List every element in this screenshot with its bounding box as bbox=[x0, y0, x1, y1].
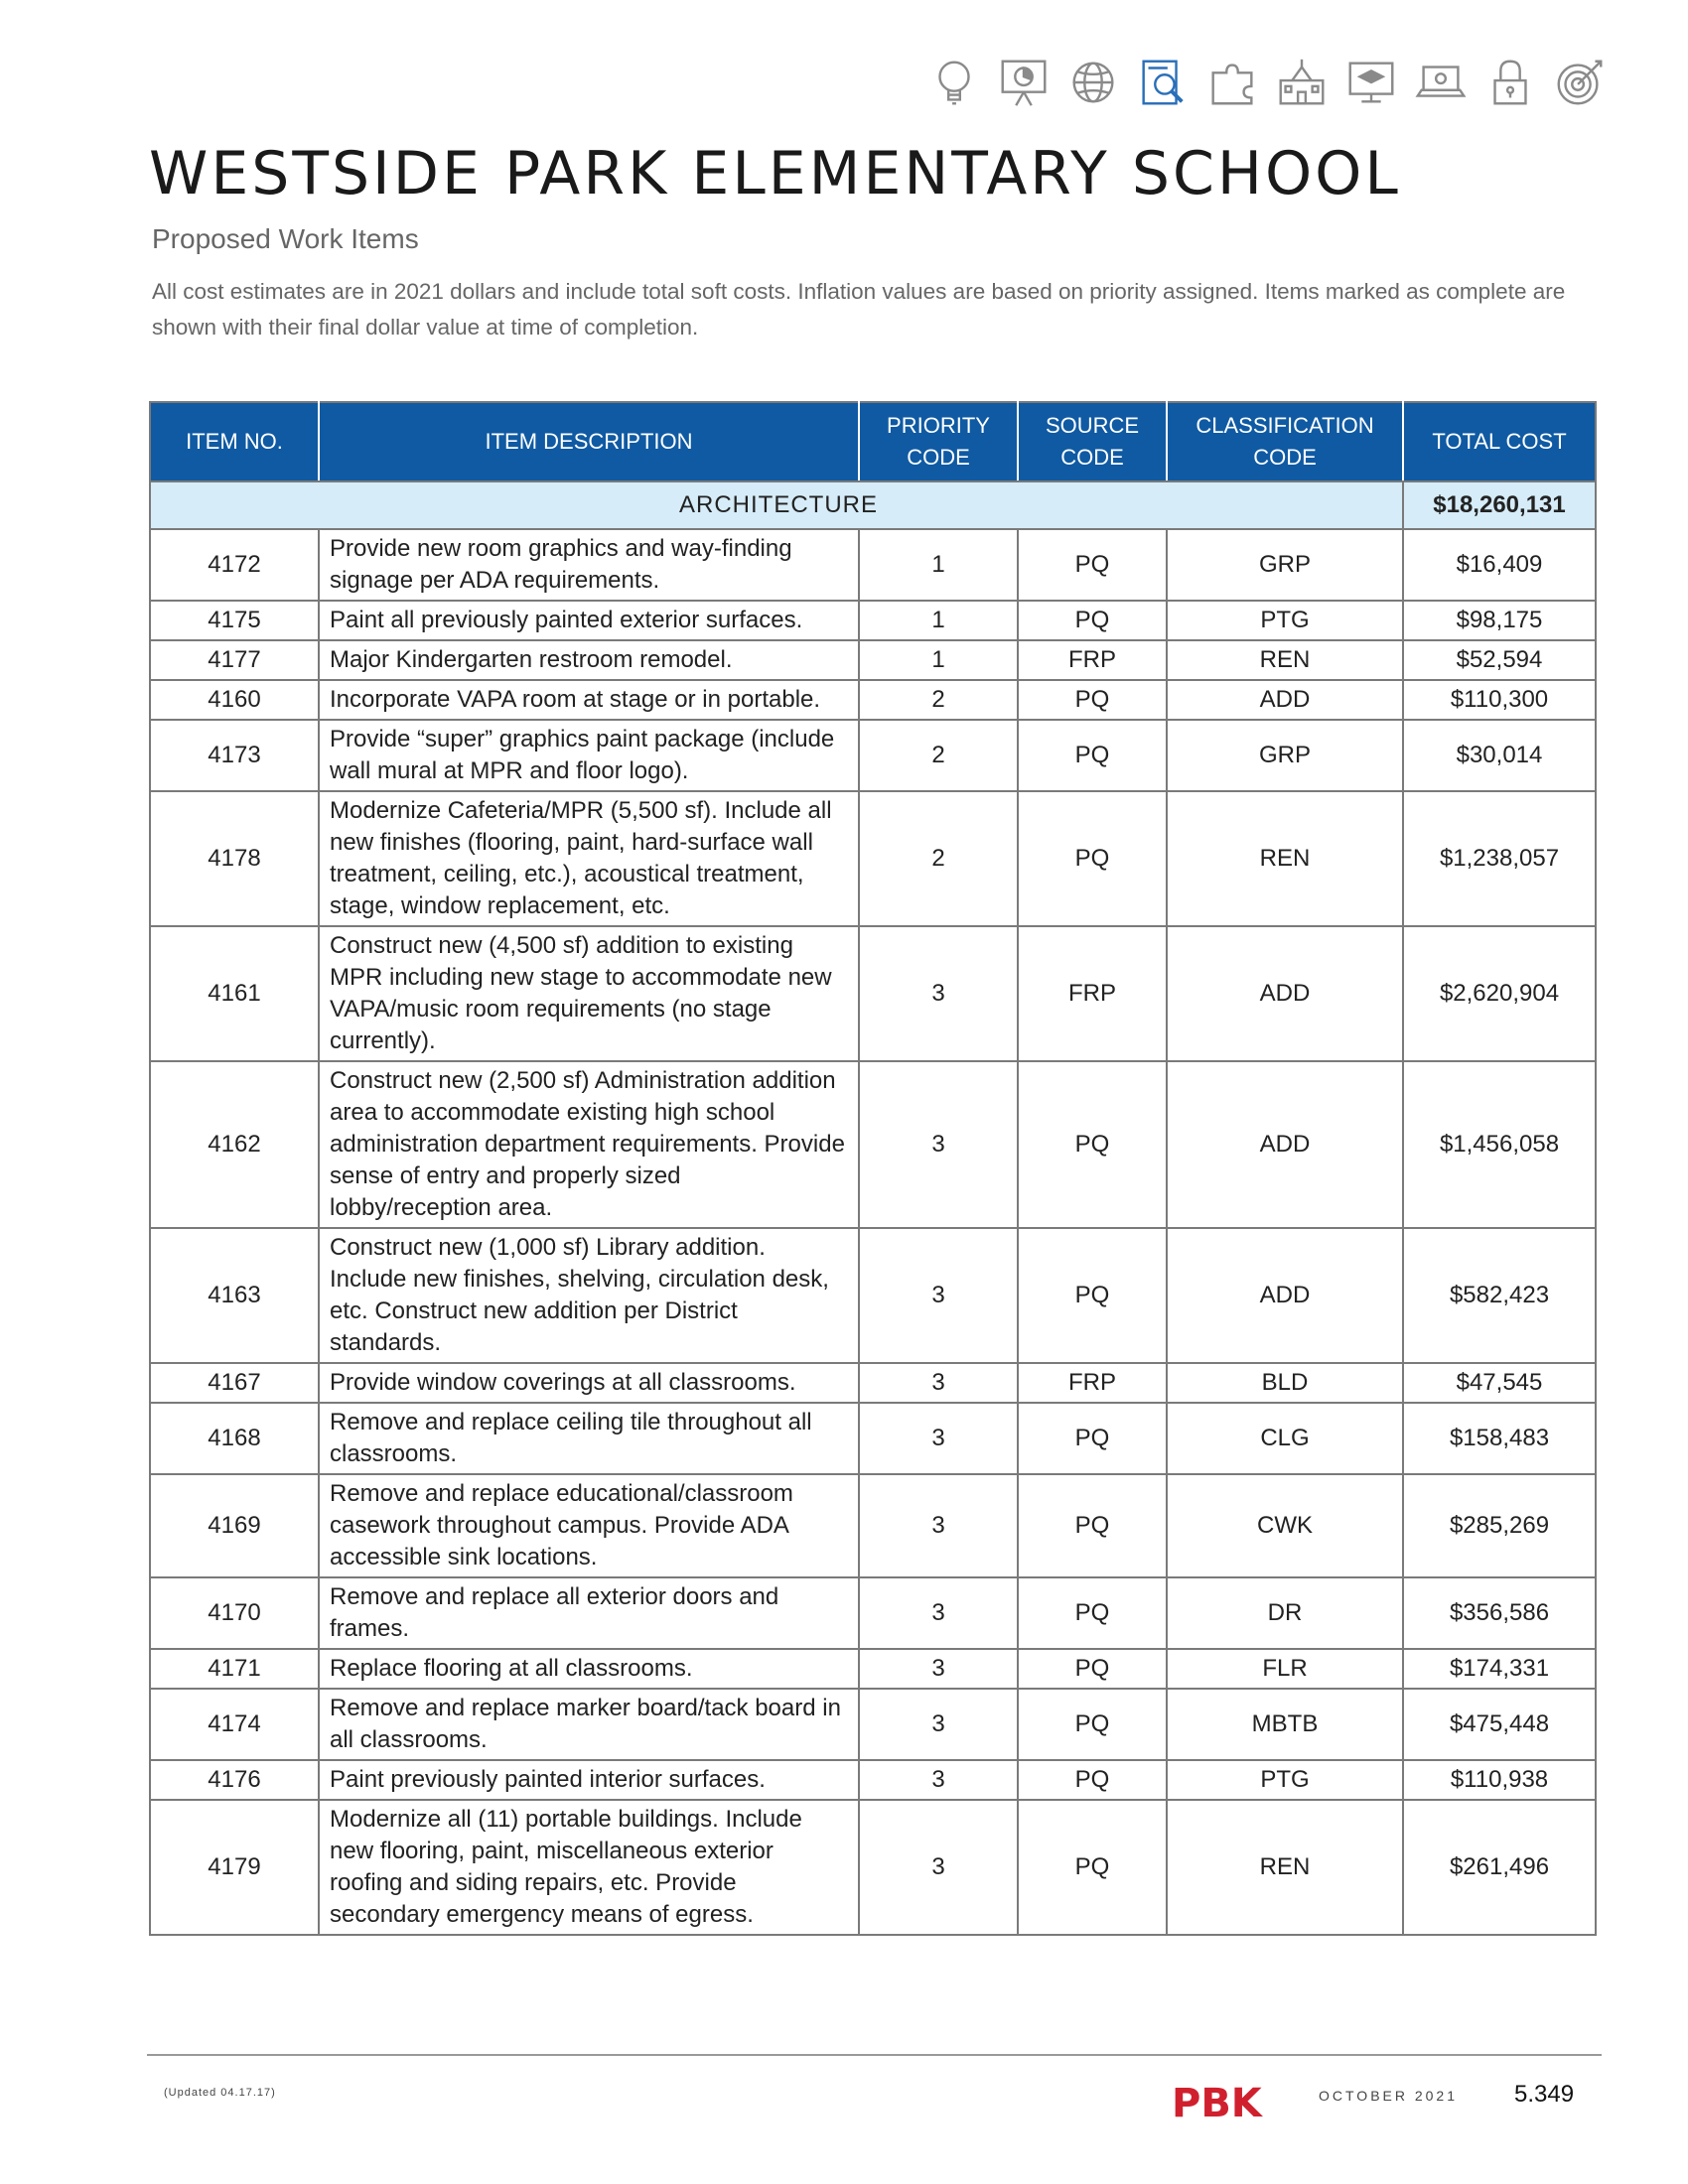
cell-classification-code: CWK bbox=[1167, 1474, 1403, 1577]
cell-priority-code: 3 bbox=[859, 1228, 1018, 1363]
cell-total-cost: $285,269 bbox=[1403, 1474, 1596, 1577]
cell-source-code: PQ bbox=[1018, 1577, 1167, 1649]
pbk-logo bbox=[1172, 2077, 1271, 2124]
presentation-board-icon bbox=[993, 52, 1055, 113]
table-row bbox=[150, 791, 1596, 926]
footer-divider bbox=[147, 2054, 1602, 2056]
cell-item-no: 4171 bbox=[150, 1649, 319, 1689]
cell-total-cost: $52,594 bbox=[1403, 640, 1596, 680]
cell-item-no: 4160 bbox=[150, 680, 319, 720]
header-source-code: SOURCE CODE bbox=[1018, 402, 1167, 481]
table-row bbox=[150, 601, 1596, 640]
cell-item-no: 4179 bbox=[150, 1800, 319, 1935]
section-label: ARCHITECTURE bbox=[150, 481, 1403, 529]
cell-classification-code: ADD bbox=[1167, 926, 1403, 1061]
cell-classification-code: ADD bbox=[1167, 1061, 1403, 1228]
cell-total-cost: $110,938 bbox=[1403, 1760, 1596, 1800]
icon-strip bbox=[923, 52, 1618, 123]
cell-classification-code: FLR bbox=[1167, 1649, 1403, 1689]
magnifier-document-icon bbox=[1132, 52, 1194, 113]
cell-item-no: 4169 bbox=[150, 1474, 319, 1577]
cell-source-code: PQ bbox=[1018, 1474, 1167, 1577]
cell-total-cost: $30,014 bbox=[1403, 720, 1596, 791]
padlock-icon bbox=[1479, 52, 1541, 113]
table-row bbox=[150, 1649, 1596, 1689]
cell-priority-code: 1 bbox=[859, 529, 1018, 601]
cell-item-description: Modernize all (11) portable buildings. Include new flooring, paint, miscellaneous exterior roofing and siding repairs, etc. Provide secondary emergency means of egress. bbox=[319, 1800, 859, 1935]
page-title: WESTSIDE PARK ELEMENTARY SCHOOL bbox=[149, 139, 1401, 208]
table-row bbox=[150, 1760, 1596, 1800]
cell-source-code: PQ bbox=[1018, 720, 1167, 791]
cell-classification-code: GRP bbox=[1167, 720, 1403, 791]
cell-source-code: PQ bbox=[1018, 1800, 1167, 1935]
cell-item-description: Replace flooring at all classrooms. bbox=[319, 1649, 859, 1689]
cell-classification-code: PTG bbox=[1167, 1760, 1403, 1800]
report-date: OCTOBER 2021 bbox=[1319, 2088, 1459, 2104]
section-total: $18,260,131 bbox=[1403, 481, 1596, 529]
cell-source-code: PQ bbox=[1018, 1649, 1167, 1689]
cell-source-code: PQ bbox=[1018, 1061, 1167, 1228]
cell-item-no: 4162 bbox=[150, 1061, 319, 1228]
table-row bbox=[150, 1689, 1596, 1760]
cell-item-no: 4172 bbox=[150, 529, 319, 601]
cell-item-description: Provide window coverings at all classrooms. bbox=[319, 1363, 859, 1403]
table-row bbox=[150, 926, 1596, 1061]
cell-priority-code: 3 bbox=[859, 1061, 1018, 1228]
cell-item-description: Construct new (4,500 sf) addition to existing MPR including new stage to accommodate new VAPA/music room requirements (no stage currently). bbox=[319, 926, 859, 1061]
cell-classification-code: REN bbox=[1167, 1800, 1403, 1935]
cell-priority-code: 2 bbox=[859, 720, 1018, 791]
cell-classification-code: MBTB bbox=[1167, 1689, 1403, 1760]
school-building-icon bbox=[1271, 52, 1333, 113]
page-number: 5.349 bbox=[1514, 2081, 1575, 2108]
cell-priority-code: 3 bbox=[859, 1760, 1018, 1800]
cell-item-no: 4175 bbox=[150, 601, 319, 640]
monitor-graduation-icon bbox=[1340, 52, 1402, 113]
cell-source-code: PQ bbox=[1018, 1228, 1167, 1363]
table-row bbox=[150, 1403, 1596, 1474]
cell-source-code: FRP bbox=[1018, 926, 1167, 1061]
cell-priority-code: 3 bbox=[859, 1474, 1018, 1577]
cell-source-code: FRP bbox=[1018, 640, 1167, 680]
cell-source-code: PQ bbox=[1018, 791, 1167, 926]
cell-total-cost: $1,456,058 bbox=[1403, 1061, 1596, 1228]
page-subtitle: Proposed Work Items bbox=[152, 223, 419, 254]
cell-total-cost: $475,448 bbox=[1403, 1689, 1596, 1760]
cell-item-description: Paint previously painted interior surfaces. bbox=[319, 1760, 859, 1800]
cell-priority-code: 1 bbox=[859, 601, 1018, 640]
cell-classification-code: PTG bbox=[1167, 601, 1403, 640]
cell-priority-code: 1 bbox=[859, 640, 1018, 680]
cell-item-description: Provide “super” graphics paint package (include wall mural at MPR and floor logo). bbox=[319, 720, 859, 791]
cell-item-description: Remove and replace educational/classroom casework throughout campus. Provide ADA accessible sink locations. bbox=[319, 1474, 859, 1577]
puzzle-icon bbox=[1201, 52, 1263, 113]
cell-priority-code: 3 bbox=[859, 1689, 1018, 1760]
target-icon bbox=[1549, 52, 1611, 113]
cell-priority-code: 3 bbox=[859, 926, 1018, 1061]
cell-classification-code: GRP bbox=[1167, 529, 1403, 601]
cell-item-description: Incorporate VAPA room at stage or in portable. bbox=[319, 680, 859, 720]
table-row bbox=[150, 1061, 1596, 1228]
cell-classification-code: ADD bbox=[1167, 1228, 1403, 1363]
cell-source-code: PQ bbox=[1018, 680, 1167, 720]
cell-item-description: Construct new (2,500 sf) Administration addition area to accommodate existing high school administration department requirements. Provide sense of entry and properly sized lobby/reception area. bbox=[319, 1061, 859, 1228]
header-item-no: ITEM NO. bbox=[150, 402, 319, 481]
cell-item-description: Construct new (1,000 sf) Library addition. Include new finishes, shelving, circulation desk, etc. Construct new addition per District standards. bbox=[319, 1228, 859, 1363]
cell-item-description: Paint all previously painted exterior surfaces. bbox=[319, 601, 859, 640]
cell-item-description: Major Kindergarten restroom remodel. bbox=[319, 640, 859, 680]
header-item-description: ITEM DESCRIPTION bbox=[319, 402, 859, 481]
table-header-row bbox=[150, 402, 1596, 481]
cell-total-cost: $582,423 bbox=[1403, 1228, 1596, 1363]
cell-total-cost: $1,238,057 bbox=[1403, 791, 1596, 926]
cell-classification-code: REN bbox=[1167, 791, 1403, 926]
table-row bbox=[150, 720, 1596, 791]
table-row bbox=[150, 1228, 1596, 1363]
cell-priority-code: 3 bbox=[859, 1403, 1018, 1474]
work-items-table bbox=[149, 401, 1597, 1936]
cell-item-no: 4161 bbox=[150, 926, 319, 1061]
cell-item-no: 4170 bbox=[150, 1577, 319, 1649]
updated-note: (Updated 04.17.17) bbox=[164, 2087, 276, 2099]
cell-total-cost: $110,300 bbox=[1403, 680, 1596, 720]
cell-priority-code: 3 bbox=[859, 1577, 1018, 1649]
table-row bbox=[150, 529, 1596, 601]
cell-item-no: 4176 bbox=[150, 1760, 319, 1800]
globe-icon bbox=[1062, 52, 1124, 113]
cell-source-code: FRP bbox=[1018, 1363, 1167, 1403]
cell-item-no: 4178 bbox=[150, 791, 319, 926]
cell-classification-code: CLG bbox=[1167, 1403, 1403, 1474]
cell-total-cost: $261,496 bbox=[1403, 1800, 1596, 1935]
cell-classification-code: ADD bbox=[1167, 680, 1403, 720]
laptop-icon bbox=[1410, 52, 1472, 113]
cell-classification-code: DR bbox=[1167, 1577, 1403, 1649]
table-row bbox=[150, 680, 1596, 720]
table-row bbox=[150, 1800, 1596, 1935]
cell-item-no: 4168 bbox=[150, 1403, 319, 1474]
cell-source-code: PQ bbox=[1018, 1403, 1167, 1474]
cell-total-cost: $2,620,904 bbox=[1403, 926, 1596, 1061]
cell-priority-code: 3 bbox=[859, 1800, 1018, 1935]
cell-item-description: Modernize Cafeteria/MPR (5,500 sf). Include all new finishes (flooring, paint, hard-surface wall treatment, ceiling, etc.), acoustical treatment, stage, window replacement, etc. bbox=[319, 791, 859, 926]
cell-item-no: 4167 bbox=[150, 1363, 319, 1403]
section-row-architecture bbox=[150, 481, 1596, 529]
table-row bbox=[150, 1577, 1596, 1649]
cell-priority-code: 2 bbox=[859, 791, 1018, 926]
cell-item-no: 4177 bbox=[150, 640, 319, 680]
cell-total-cost: $158,483 bbox=[1403, 1403, 1596, 1474]
cell-item-no: 4163 bbox=[150, 1228, 319, 1363]
cell-item-description: Remove and replace ceiling tile throughout all classrooms. bbox=[319, 1403, 859, 1474]
header-priority-code: PRIORITY CODE bbox=[859, 402, 1018, 481]
cell-total-cost: $356,586 bbox=[1403, 1577, 1596, 1649]
cell-priority-code: 2 bbox=[859, 680, 1018, 720]
pbk-logo-text: PBK bbox=[1172, 2081, 1262, 2124]
intro-paragraph: All cost estimates are in 2021 dollars and include total soft costs. Inflation values are based on priority assigned. Items marked as complete are shown with their final dollar value at time of completion. bbox=[152, 279, 1566, 340]
header-total-cost: TOTAL COST bbox=[1403, 402, 1596, 481]
header-classification-code: CLASSIFICATION CODE bbox=[1167, 402, 1403, 481]
table-row bbox=[150, 1474, 1596, 1577]
cell-total-cost: $16,409 bbox=[1403, 529, 1596, 601]
cell-item-description: Remove and replace all exterior doors and frames. bbox=[319, 1577, 859, 1649]
cell-source-code: PQ bbox=[1018, 601, 1167, 640]
cell-classification-code: BLD bbox=[1167, 1363, 1403, 1403]
cell-item-no: 4174 bbox=[150, 1689, 319, 1760]
table-row bbox=[150, 1363, 1596, 1403]
lightbulb-icon bbox=[923, 52, 985, 113]
cell-total-cost: $98,175 bbox=[1403, 601, 1596, 640]
table-row bbox=[150, 640, 1596, 680]
cell-source-code: PQ bbox=[1018, 1689, 1167, 1760]
cell-total-cost: $47,545 bbox=[1403, 1363, 1596, 1403]
cell-item-description: Remove and replace marker board/tack board in all classrooms. bbox=[319, 1689, 859, 1760]
cell-total-cost: $174,331 bbox=[1403, 1649, 1596, 1689]
cell-source-code: PQ bbox=[1018, 1760, 1167, 1800]
cell-priority-code: 3 bbox=[859, 1649, 1018, 1689]
cell-priority-code: 3 bbox=[859, 1363, 1018, 1403]
cell-item-no: 4173 bbox=[150, 720, 319, 791]
cell-source-code: PQ bbox=[1018, 529, 1167, 601]
cell-classification-code: REN bbox=[1167, 640, 1403, 680]
cell-item-description: Provide new room graphics and way-finding signage per ADA requirements. bbox=[319, 529, 859, 601]
